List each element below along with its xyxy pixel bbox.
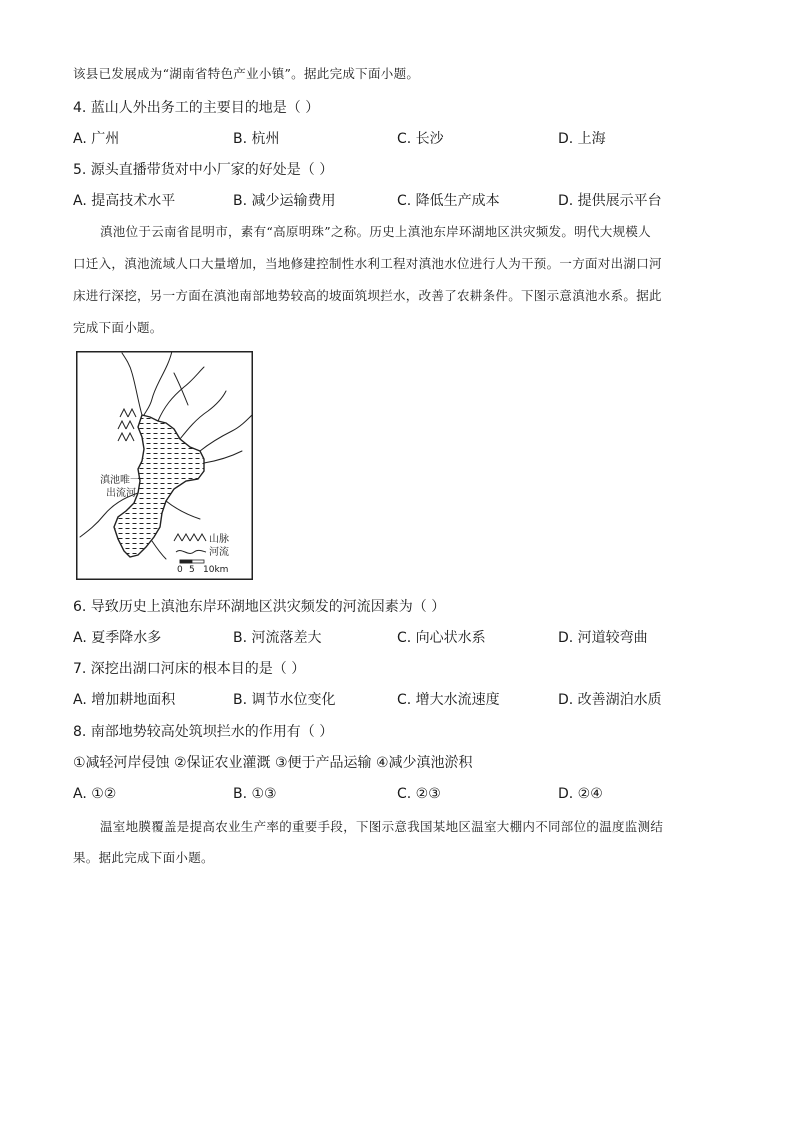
passage-dianchi-line-2: 口迁入，滇池流域人口大量增加，当地修建控制性水利工程对滇池水位进行人为干预。一方面对出湖口河: [73, 256, 662, 271]
question-4-stem: 4. 蓝山人外出务工的主要目的地是（ ）: [73, 100, 320, 116]
option-c[interactable]: C. 降低生产成本: [397, 193, 500, 209]
option-c[interactable]: C. 增大水流速度: [397, 692, 500, 708]
question-7-stem: 7. 深挖出湖口河床的根本目的是（ ）: [73, 661, 306, 677]
scale-label-10km: 10km: [203, 565, 229, 575]
option-a[interactable]: A. 广州: [73, 131, 120, 147]
option-c[interactable]: C. 长沙: [397, 131, 444, 147]
question-5-options: [73, 191, 753, 211]
option-b[interactable]: B. ①③: [233, 786, 277, 802]
option-b[interactable]: B. 河流落差大: [233, 630, 322, 646]
question-8-statements: ①减轻河岸侵蚀 ②保证农业灌溉 ③便于产品运输 ④减少滇池淤积: [73, 755, 473, 771]
option-a[interactable]: A. ①②: [73, 786, 117, 802]
question-8-stem: 8. 南部地势较高处筑坝拦水的作用有（ ）: [73, 724, 334, 740]
dianchi-water-system-map: [76, 351, 253, 580]
passage-greenhouse-line-1: 温室地膜覆盖是提高农业生产率的重要手段，下图示意我国某地区温室大棚内不同部位的温度监测结: [100, 819, 664, 834]
legend-river-label: 河流: [209, 547, 229, 558]
question-4-options: [73, 129, 753, 149]
passage-dianchi-line-3: 床进行深挖，另一方面在滇池南部地势较高的坡面筑坝拦水，改善了农耕条件。下图示意滇池水系。据此: [73, 288, 662, 303]
option-b[interactable]: B. 杭州: [233, 131, 280, 147]
option-a[interactable]: A. 提高技术水平: [73, 193, 176, 209]
option-d[interactable]: D. ②④: [558, 786, 603, 802]
option-b[interactable]: B. 调节水位变化: [233, 692, 336, 708]
option-b[interactable]: B. 减少运输费用: [233, 193, 336, 209]
question-6-options: [73, 628, 753, 648]
scale-label-0: 0: [177, 565, 183, 575]
passage-dianchi-line-4: 完成下面小题。: [73, 320, 163, 335]
scale-label-5: 5: [189, 565, 195, 575]
option-a[interactable]: A. 夏季降水多: [73, 630, 162, 646]
option-d[interactable]: D. 河道较弯曲: [558, 630, 648, 646]
option-d[interactable]: D. 上海: [558, 131, 606, 147]
option-a[interactable]: A. 增加耕地面积: [73, 692, 176, 708]
option-c[interactable]: C. 向心状水系: [397, 630, 486, 646]
passage-dianchi-line-1: 滇池位于云南省昆明市，素有“高原明珠”之称。历史上滇池东岸环湖地区洪灾频发。明代大规模人: [100, 224, 651, 239]
question-6-stem: 6. 导致历史上滇池东岸环湖地区洪灾频发的河流因素为（ ）: [73, 599, 446, 615]
option-d[interactable]: D. 改善湖泊水质: [558, 692, 662, 708]
passage-greenhouse-line-2: 果。据此完成下面小题。: [73, 850, 214, 865]
passage-intro-line: 该县已发展成为“湖南省特色产业小镇”。据此完成下面小题。: [73, 66, 420, 81]
question-7-options: [73, 690, 753, 710]
question-8-options: [73, 784, 753, 804]
option-d[interactable]: D. 提供展示平台: [558, 193, 662, 209]
option-c[interactable]: C. ②③: [397, 786, 441, 802]
outlet-label-line-1: 滇池唯一: [100, 475, 140, 486]
legend-mountain-label: 山脉: [209, 534, 229, 545]
question-5-stem: 5. 源头直播带货对中小厂家的好处是（ ）: [73, 162, 334, 178]
outlet-label-line-2: 出流河: [106, 488, 136, 499]
